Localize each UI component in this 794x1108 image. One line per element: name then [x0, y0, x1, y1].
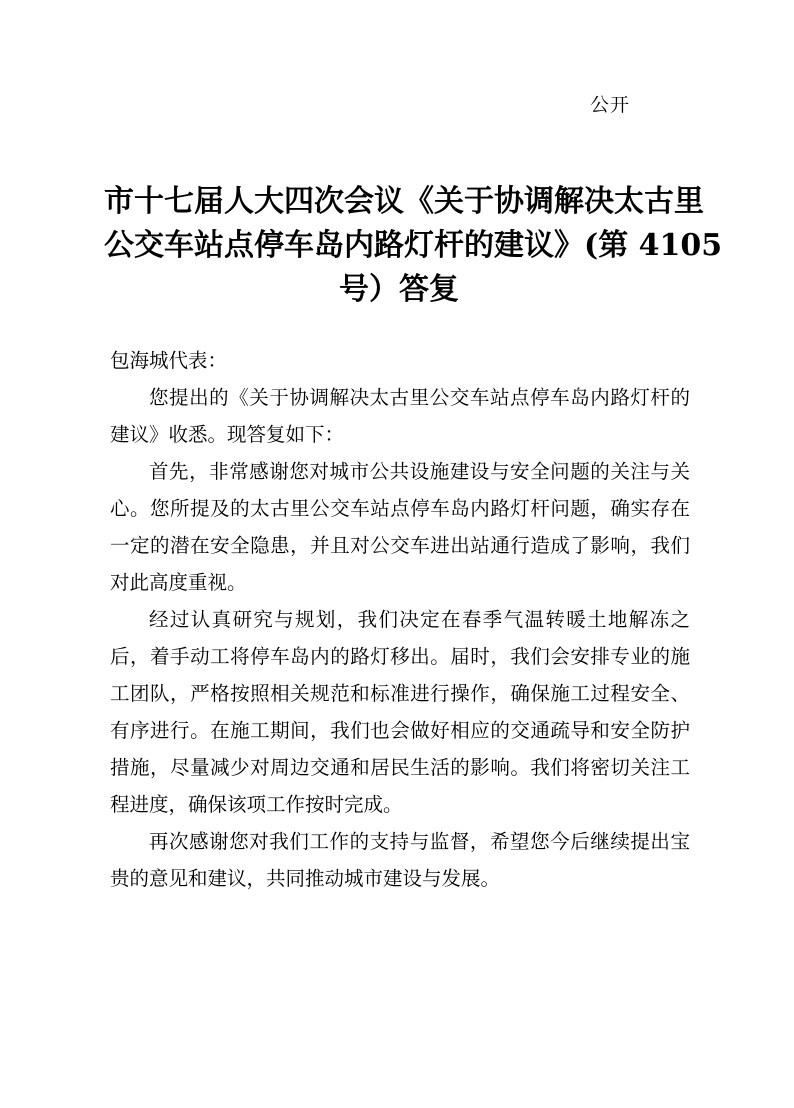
- body-paragraph: 首先，非常感谢您对城市公共设施建设与安全问题的关注与关心。您所提及的太古里公交车站点停车岛内路灯杆问题，确实存在一定的潜在安全隐患，并且对公交车进出站通行造成了影响，我们对此高度重视。: [110, 460, 690, 594]
- title-line: 公交车站点停车岛内路灯杆的建议》(第 4105: [104, 228, 723, 263]
- title-line: 市十七届人大四次会议《关于协调解决太古里: [104, 184, 704, 219]
- document-title: [104, 180, 723, 312]
- title-line: 号）答复: [339, 272, 459, 307]
- classification-label: 公开: [590, 94, 631, 116]
- body-paragraph: 再次感谢您对我们工作的支持与监督，希望您今后继续提出宝贵的意见和建议，共同推动城市建设与发展。: [110, 830, 690, 890]
- document-body: [110, 342, 690, 897]
- salutation: 包海城代表：: [110, 349, 228, 372]
- body-paragraph: 您提出的《关于协调解决太古里公交车站点停车岛内路灯杆的建议》收悉。现答复如下：: [110, 386, 690, 446]
- body-paragraph: 经过认真研究与规划，我们决定在春季气温转暖土地解冻之后，着手动工将停车岛内的路灯移出。届时，我们会安排专业的施工团队，严格按照相关规范和标准进行操作，确保施工过程安全、有序进行。在施工期间，我们也会做好相应的交通疏导和安全防护措施，尽量减少对周边交通和居民生活的影响。我们将密切关注工程进度，确保该项工作按时完成。: [110, 608, 690, 816]
